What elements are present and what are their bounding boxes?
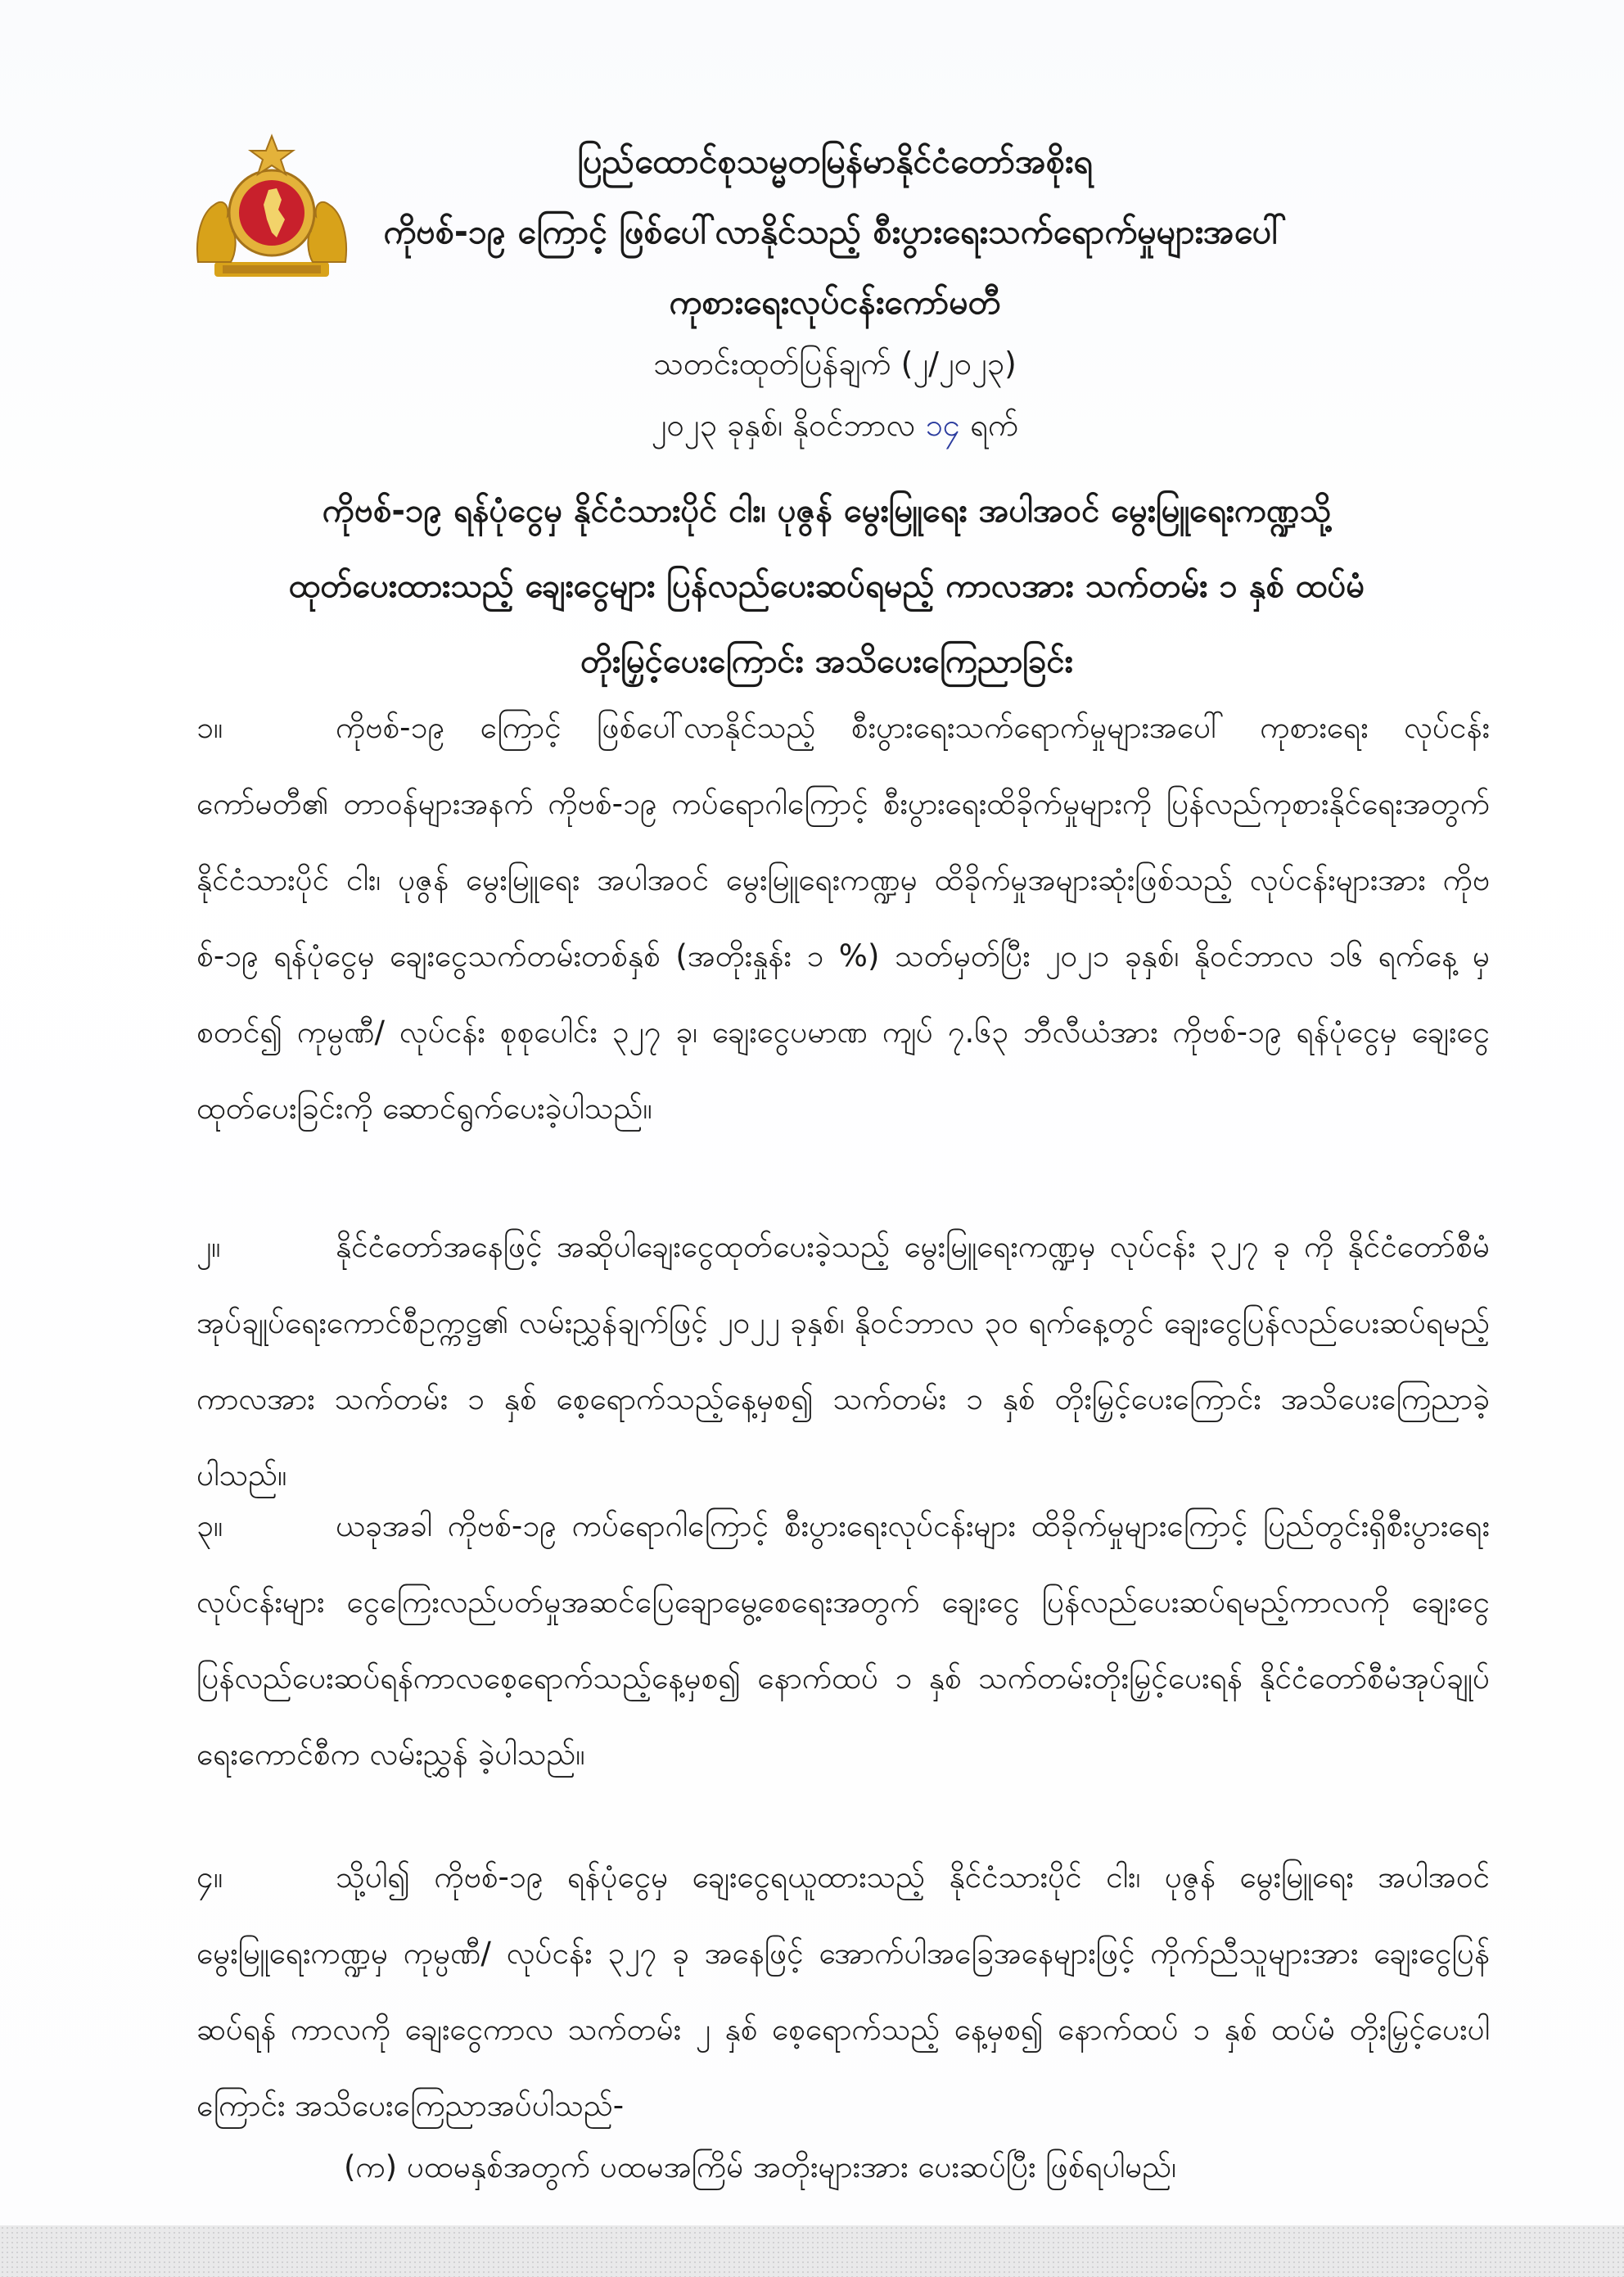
- paragraph-number: ၁။: [196, 710, 223, 745]
- press-release-number: သတင်းထုတ်ပြန်ချက် (၂/၂၀၂၃): [653, 346, 1017, 382]
- paragraph-text: ကိုဗစ်-၁၉ ကြောင့် ဖြစ်ပေါ်လာနိုင်သည့် စီးပွားရေးသက်ရောက်မှုများအပေါ် ကုစားရေး လုပ်ငန်းကော်မတီ၏ တာဝန်များအနက် ကိုဗစ်-၁၉ ကပ်ရောဂါကြောင့် စီးပွားရေးထိခိုက်မှုများကို ပြန်လည်ကုစားနိုင်ရေးအတွက် နိုင်ငံသားပိုင် ငါး၊ ပုဇွန် မွေးမြူရေး အပါအဝင် မွေးမြူရေးကဏ္ဍမှ ထိခိုက်မှုအများဆုံးဖြစ်သည့် လုပ်ငန်းများအား ကိုဗစ်-၁၉ ရန်ပုံငွေမှ ချေးငွေသက်တမ်းတစ်နှစ် (အတိုးနှုန်း ၁ %) သတ်မှတ်ပြီး ၂၀၂၁ ခုနှစ်၊ နိုဝင်ဘာလ ၁၆ ရက်နေ့ မှစတင်၍ ကုမ္ပဏီ/ လုပ်ငန်း စုစုပေါင်း ၃၂၇ ခု၊ ချေးငွေပမာဏ ကျပ် ၇.၆၃ ဘီလီယံအား ကိုဗစ်-၁၉ ရန်ပုံငွေမှ ချေးငွေ ထုတ်ပေးခြင်းကို ဆောင်ရွက်ပေးခဲ့ပါသည်။: [196, 710, 1490, 1126]
- paragraph-number: ၃။: [196, 1508, 223, 1543]
- announcement-subject: [188, 473, 1465, 699]
- release-date: [196, 405, 1473, 451]
- scan-edge-strip: [0, 2225, 1624, 2277]
- paragraph-text: နိုင်ငံတော်အနေဖြင့် အဆိုပါချေးငွေထုတ်ပေးခဲ့သည့် မွေးမြူရေးကဏ္ဍမှ လုပ်ငန်း ၃၂၇ ခု ကို နိုင်ငံတော်စီမံအုပ်ချုပ်ရေးကောင်စီဥက္ကဋ္ဌ၏ လမ်းညွှန်ချက်ဖြင့် ၂၀၂၂ ခုနှစ်၊ နိုဝင်ဘာလ ၃၀ ရက်နေ့တွင် ချေးငွေပြန်လည်ပေးဆပ်ရမည့်ကာလအား သက်တမ်း ၁ နှစ် စေ့ရောက်သည့်နေ့မှစ၍ သက်တမ်း ၁ နှစ် တိုးမြှင့်ပေးကြောင်း အသိပေးကြေညာခဲ့ပါသည်။: [196, 1229, 1490, 1493]
- subject-line: ထုတ်ပေးထားသည့် ချေးငွေများ ပြန်လည်ပေးဆပ်ရမည့် ကာလအား သက်တမ်း ၁ နှစ် ထပ်မံ: [288, 567, 1365, 605]
- condition-item-ka: (က) ပထမနှစ်အတွက် ပထမအကြိမ် အတိုးများအား ပေးဆပ်ပြီး ဖြစ်ရပါမည်၊: [344, 2149, 1176, 2184]
- paragraph-1: [196, 689, 1490, 1146]
- paragraph-2: [196, 1209, 1490, 1513]
- paragraph-number: ၄။: [196, 1859, 223, 1895]
- committee-title-line1: ကိုဗစ်-၁၉ ကြောင့် ဖြစ်ပေါ်လာနိုင်သည့် စီးပွားရေးသက်ရောက်မှုများအပေါ်: [383, 212, 1287, 251]
- subject-line: ကိုဗစ်-၁၉ ရန်ပုံငွေမှ နိုင်ငံသားပိုင် ငါး၊ ပုဇွန် မွေးမြူရေး အပါအဝင် မွေးမြူရေးကဏ္ဍသို့: [322, 492, 1332, 530]
- paragraph-4: [196, 1839, 1490, 2144]
- paragraph-number: ၂။: [196, 1229, 221, 1264]
- subject-line: တိုးမြှင့်ပေးကြောင်း အသိပေးကြေညာခြင်း: [580, 643, 1073, 680]
- date-suffix: ရက်: [970, 407, 1019, 443]
- committee-title-line2: ကုစားရေးလုပ်ငန်းကော်မတီ: [669, 282, 1001, 322]
- paragraph-text: ယခုအခါ ကိုဗစ်-၁၉ ကပ်ရောဂါကြောင့် စီးပွားရေးလုပ်ငန်းများ ထိခိုက်မှုများကြောင့် ပြည်တွင်းရှိစီးပွားရေးလုပ်ငန်းများ ငွေကြေးလည်ပတ်မှုအဆင်ပြေချောမွေ့စေရေးအတွက် ချေးငွေ ပြန်လည်ပေးဆပ်ရမည့်ကာလကို ချေးငွေပြန်လည်ပေးဆပ်ရန်ကာလစေ့ရောက်သည့်နေ့မှစ၍ နောက်ထပ် ၁ နှစ် သက်တမ်းတိုးမြှင့်ပေးရန် နိုင်ငံတော်စီမံအုပ်ချုပ်ရေးကောင်စီက လမ်းညွှန် ခဲ့ပါသည်။: [196, 1508, 1490, 1772]
- government-title: ပြည်ထောင်စုသမ္မတမြန်မာနိုင်ငံတော်အစိုးရ: [577, 142, 1093, 181]
- paragraph-3: [196, 1488, 1490, 1792]
- date-prefix: ၂၀၂၃ ခုနှစ်၊ နိုဝင်ဘာလ: [651, 407, 916, 443]
- date-day: ၁၄: [925, 407, 961, 443]
- paragraph-text: သို့ပါ၍ ကိုဗစ်-၁၉ ရန်ပုံငွေမှ ချေးငွေရယူထားသည့် နိုင်ငံသားပိုင် ငါး၊ ပုဇွန် မွေးမြူရေး အပါအဝင် မွေးမြူရေးကဏ္ဍမှ ကုမ္ပဏီ/ လုပ်ငန်း ၃၂၇ ခု အနေဖြင့် အောက်ပါအခြေအနေများဖြင့် ကိုက်ညီသူများအား ချေးငွေပြန်ဆပ်ရန် ကာလကို ချေးငွေကာလ သက်တမ်း ၂ နှစ် စေ့ရောက်သည့် နေ့မှစ၍ နောက်ထပ် ၁ နှစ် ထပ်မံ တိုးမြှင့်ပေးပါကြောင်း အသိပေးကြေညာအပ်ပါသည်-: [196, 1859, 1490, 2123]
